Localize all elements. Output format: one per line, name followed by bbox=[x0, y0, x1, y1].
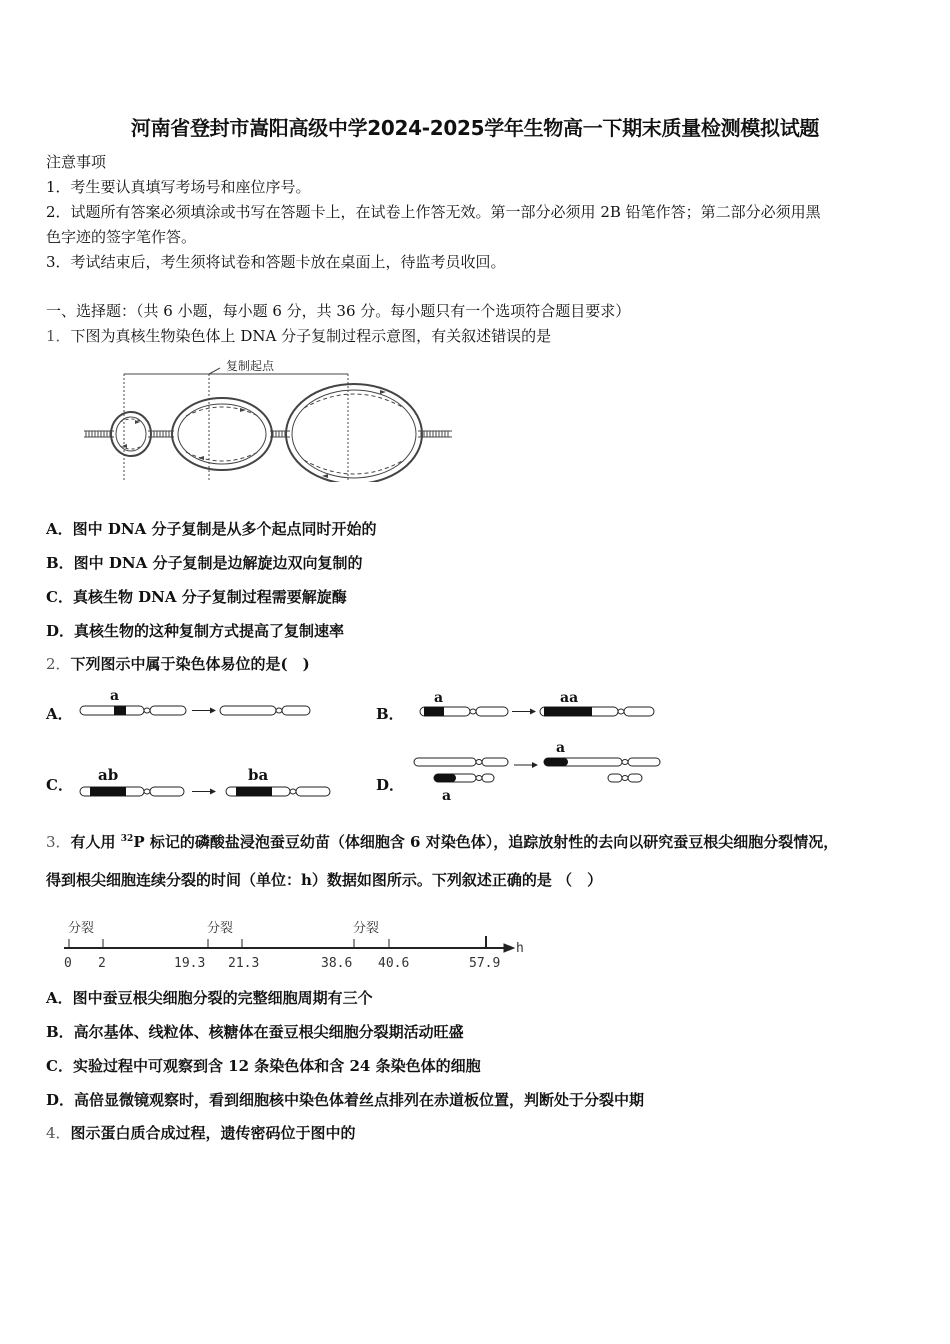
origin-label: 复制起点 bbox=[226, 359, 275, 373]
gene-label-right: ba bbox=[248, 766, 269, 784]
question-number: 4． bbox=[46, 1124, 71, 1142]
page-title: 河南省登封市嵩阳高级中学2024-2025学年生物高一下期末质量检测模拟试题 bbox=[130, 116, 820, 140]
notice-item-2-cont: 色字迹的签字笔作答。 bbox=[46, 228, 197, 246]
dna-replication-diagram bbox=[80, 352, 460, 482]
question-2-stem bbox=[46, 652, 310, 677]
gene-label-left: a bbox=[434, 690, 444, 706]
gene-label-bottom: a bbox=[442, 788, 452, 804]
question-text: 下图为真核生物染色体上 DNA 分子复制过程示意图，有关叙述错误的是 bbox=[70, 327, 552, 345]
segment-label-3: 分裂 bbox=[353, 921, 380, 936]
question-3-stem bbox=[46, 830, 838, 855]
question-number: 2． bbox=[46, 655, 71, 673]
tick-label: 38.6 bbox=[321, 956, 353, 971]
notice-item-1: 1．考生要认真填写考场号和座位序号。 bbox=[46, 178, 311, 196]
notice-item-2: 2．试题所有答案必须填涂或书写在答题卡上，在试卷上作答无效。第一部分必须用 2B 铅笔作答；第二部分必须用黑 bbox=[46, 203, 821, 221]
q2-option-b-diagram bbox=[414, 688, 664, 724]
q2-option-b-label[interactable]: B． bbox=[376, 705, 404, 723]
segment-label-2: 分裂 bbox=[207, 921, 234, 936]
q2-option-a-label[interactable]: A． bbox=[46, 705, 73, 723]
q3-option-b[interactable]: B．高尔基体、线粒体、核糖体在蚕豆根尖细胞分裂期活动旺盛 bbox=[46, 1023, 464, 1041]
gene-label-top: a bbox=[556, 740, 566, 756]
question-number: 3． bbox=[46, 833, 71, 851]
question-3-stem-cont: 得到根尖细胞连续分裂的时间（单位：h）数据如图所示。下列叙述正确的是 （ ） bbox=[46, 871, 603, 889]
segment-label-1: 分裂 bbox=[68, 921, 95, 936]
cell-cycle-timeline bbox=[56, 914, 536, 974]
section-heading: 一、选择题：（共 6 小题，每小题 6 分，共 36 分。每小题只有一个选项符合题目要求） bbox=[46, 302, 631, 320]
question-1-stem bbox=[46, 324, 551, 349]
q1-option-d[interactable]: D．真核生物的这种复制方式提高了复制速率 bbox=[46, 622, 345, 640]
axis-unit: h bbox=[516, 941, 524, 956]
gene-label: a bbox=[110, 688, 120, 704]
q1-option-c[interactable]: C．真核生物 DNA 分子复制过程需要解旋酶 bbox=[46, 588, 347, 606]
tick-label: 0 bbox=[64, 956, 72, 971]
q3-option-a[interactable]: A．图中蚕豆根尖细胞分裂的完整细胞周期有三个 bbox=[46, 989, 373, 1007]
notice-item-3: 3．考试结束后，考生须将试卷和答题卡放在桌面上，待监考员收回。 bbox=[46, 253, 506, 271]
question-text: 下列图示中属于染色体易位的是( ) bbox=[70, 655, 310, 673]
q2-option-d-label[interactable]: D． bbox=[376, 776, 405, 794]
q1-option-b[interactable]: B．图中 DNA 分子复制是边解旋边双向复制的 bbox=[46, 554, 363, 572]
tick-label: 40.6 bbox=[378, 956, 410, 971]
tick-label: 57.9 bbox=[469, 956, 501, 971]
isotope-mass: 32 bbox=[120, 834, 134, 844]
tick-label: 19.3 bbox=[174, 956, 206, 971]
question-number: 1． bbox=[46, 327, 71, 345]
question-text-pre: 有人用 bbox=[70, 833, 121, 851]
q2-option-c-diagram bbox=[76, 764, 336, 804]
q1-option-a[interactable]: A．图中 DNA 分子复制是从多个起点同时开始的 bbox=[46, 520, 377, 538]
q3-option-d[interactable]: D．高倍显微镜观察时，看到细胞核中染色体着丝点排列在赤道板位置，判断处于分裂中期 bbox=[46, 1091, 645, 1109]
question-text: P 标记的磷酸盐浸泡蚕豆幼苗（体细胞含 6 对染色体），追踪放射性的去向以研究蚕豆根尖细胞分裂情况， bbox=[133, 833, 839, 851]
q3-option-c[interactable]: C．实验过程中可观察到含 12 条染色体和含 24 条染色体的细胞 bbox=[46, 1057, 481, 1075]
gene-label-left: ab bbox=[98, 766, 119, 784]
q2-option-c-label[interactable]: C． bbox=[46, 776, 73, 794]
question-4-stem bbox=[46, 1121, 356, 1146]
q2-option-d-diagram bbox=[408, 738, 668, 806]
question-text: 图示蛋白质合成过程，遗传密码位于图中的 bbox=[70, 1124, 356, 1142]
tick-label: 21.3 bbox=[228, 956, 260, 971]
q2-option-a-diagram bbox=[76, 688, 316, 724]
tick-label: 2 bbox=[98, 956, 106, 971]
notice-heading: 注意事项 bbox=[46, 153, 107, 171]
gene-label-right: aa bbox=[560, 690, 579, 706]
